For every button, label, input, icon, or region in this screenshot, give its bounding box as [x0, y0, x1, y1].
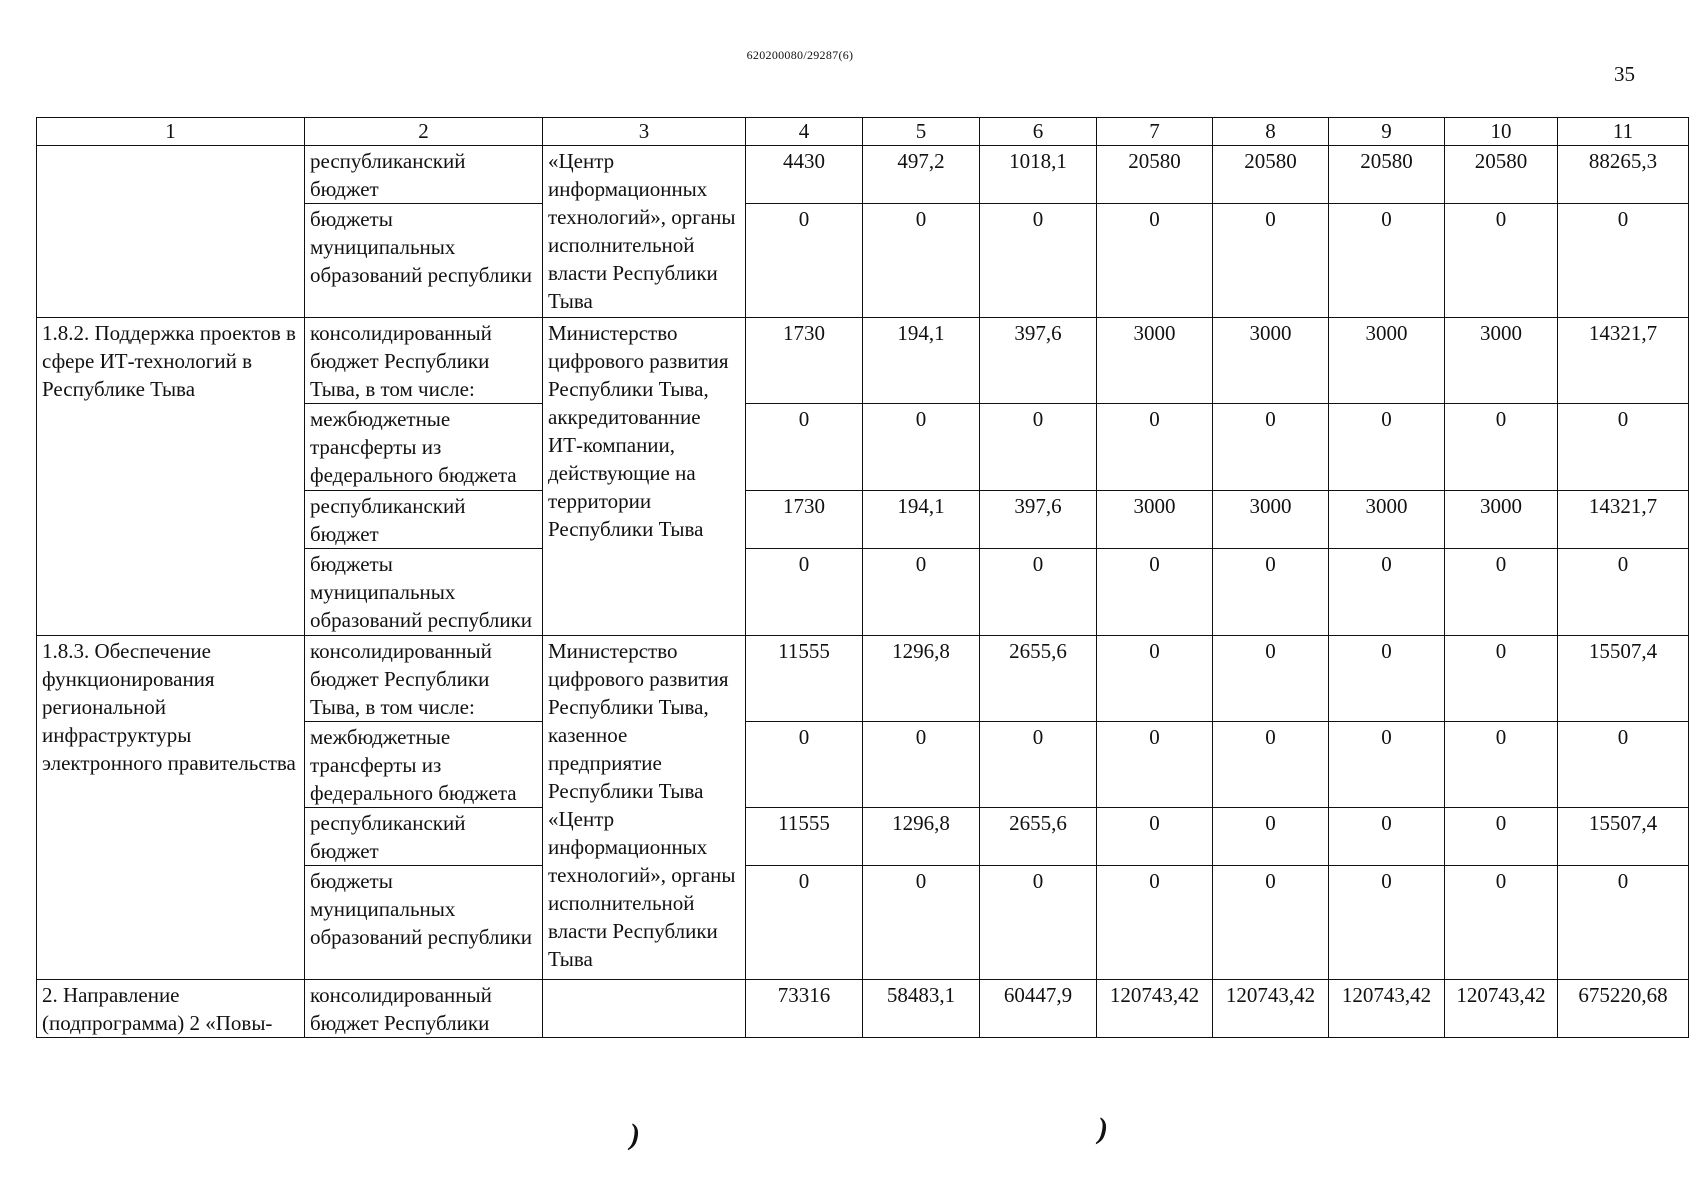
value-cell-col-6: 1018,1 [980, 146, 1097, 204]
value-cell-col-4: 0 [746, 204, 863, 318]
funding-source: межбюджетные трансферты из федерального бюджета [305, 404, 543, 491]
value-cell-col-9: 120743,42 [1329, 980, 1445, 1038]
column-number-11: 11 [1558, 118, 1689, 146]
value-cell-col-10: 0 [1445, 636, 1558, 722]
value-cell-col-7: 0 [1097, 808, 1213, 866]
column-number-9: 9 [1329, 118, 1445, 146]
value-cell-col-8: 20580 [1213, 146, 1329, 204]
value-cell-col-6: 0 [980, 866, 1097, 980]
funding-source: республиканский бюджет [305, 808, 543, 866]
value-cell-col-4: 11555 [746, 808, 863, 866]
table-row [37, 980, 1689, 1038]
value-cell-col-10: 0 [1445, 866, 1558, 980]
value-cell-col-10: 20580 [1445, 146, 1558, 204]
measure-title: 1.8.2. Поддержка проектов в сфере ИТ-технологий в Республике Тыва [37, 318, 305, 636]
value-cell-col-9: 20580 [1329, 146, 1445, 204]
value-cell-col-7: 0 [1097, 722, 1213, 808]
value-cell-col-9: 0 [1329, 636, 1445, 722]
column-number-3: 3 [543, 118, 746, 146]
value-cell-col-9: 3000 [1329, 491, 1445, 549]
value-cell-col-6: 60447,9 [980, 980, 1097, 1038]
value-cell-col-4: 73316 [746, 980, 863, 1038]
responsible-executor: «Центр информационных технологий», органы исполнительной власти Республики Тыва [543, 146, 746, 318]
value-cell-col-7: 0 [1097, 549, 1213, 636]
value-cell-col-11: 15507,4 [1558, 636, 1689, 722]
responsible-executor [543, 980, 746, 1038]
funding-source: консолидированный бюджет Республики Тыва, в том числе: [305, 636, 543, 722]
value-cell-col-10: 0 [1445, 404, 1558, 491]
value-cell-col-8: 0 [1213, 204, 1329, 318]
funding-source: консолидированный бюджет Республики [305, 980, 543, 1038]
value-cell-col-6: 2655,6 [980, 636, 1097, 722]
value-cell-col-7: 20580 [1097, 146, 1213, 204]
column-number-8: 8 [1213, 118, 1329, 146]
value-cell-col-9: 0 [1329, 204, 1445, 318]
value-cell-col-11: 0 [1558, 204, 1689, 318]
value-cell-col-6: 0 [980, 722, 1097, 808]
value-cell-col-8: 0 [1213, 808, 1329, 866]
column-number-1: 1 [37, 118, 305, 146]
value-cell-col-4: 0 [746, 404, 863, 491]
value-cell-col-4: 0 [746, 866, 863, 980]
measure-title [37, 146, 305, 318]
value-cell-col-8: 120743,42 [1213, 980, 1329, 1038]
value-cell-col-5: 1296,8 [863, 636, 980, 722]
value-cell-col-9: 0 [1329, 808, 1445, 866]
value-cell-col-8: 0 [1213, 866, 1329, 980]
value-cell-col-5: 194,1 [863, 318, 980, 404]
value-cell-col-5: 1296,8 [863, 808, 980, 866]
value-cell-col-7: 0 [1097, 866, 1213, 980]
value-cell-col-11: 0 [1558, 404, 1689, 491]
value-cell-col-11: 15507,4 [1558, 808, 1689, 866]
value-cell-col-5: 0 [863, 549, 980, 636]
value-cell-col-10: 3000 [1445, 318, 1558, 404]
measure-title: 1.8.3. Обеспечение функционирования региональной инфраструктуры электронного правительства [37, 636, 305, 980]
value-cell-col-6: 0 [980, 204, 1097, 318]
table-row [37, 636, 1689, 722]
column-number-10: 10 [1445, 118, 1558, 146]
funding-source: бюджеты муниципальных образований республики [305, 549, 543, 636]
budget-table [36, 117, 1689, 1038]
table-row [37, 318, 1689, 404]
value-cell-col-10: 0 [1445, 549, 1558, 636]
value-cell-col-5: 0 [863, 204, 980, 318]
value-cell-col-5: 0 [863, 722, 980, 808]
value-cell-col-8: 0 [1213, 549, 1329, 636]
value-cell-col-5: 497,2 [863, 146, 980, 204]
value-cell-col-6: 0 [980, 549, 1097, 636]
value-cell-col-7: 120743,42 [1097, 980, 1213, 1038]
table-row [37, 146, 1689, 204]
value-cell-col-5: 0 [863, 866, 980, 980]
value-cell-col-8: 0 [1213, 404, 1329, 491]
funding-source: республиканский бюджет [305, 146, 543, 204]
scan-mark-right: ) [1098, 1112, 1108, 1145]
value-cell-col-7: 0 [1097, 204, 1213, 318]
funding-source: межбюджетные трансферты из федерального бюджета [305, 722, 543, 808]
value-cell-col-6: 397,6 [980, 491, 1097, 549]
column-number-2: 2 [305, 118, 543, 146]
value-cell-col-4: 0 [746, 722, 863, 808]
value-cell-col-7: 3000 [1097, 318, 1213, 404]
value-cell-col-4: 4430 [746, 146, 863, 204]
value-cell-col-7: 3000 [1097, 491, 1213, 549]
column-number-7: 7 [1097, 118, 1213, 146]
value-cell-col-6: 2655,6 [980, 808, 1097, 866]
value-cell-col-11: 0 [1558, 549, 1689, 636]
value-cell-col-7: 0 [1097, 404, 1213, 491]
value-cell-col-6: 397,6 [980, 318, 1097, 404]
page-number: 35 [1614, 62, 1635, 86]
funding-source: бюджеты муниципальных образований республики [305, 204, 543, 318]
document-id: 620200080/29287(6) [746, 48, 854, 62]
value-cell-col-10: 0 [1445, 204, 1558, 318]
column-number-5: 5 [863, 118, 980, 146]
value-cell-col-10: 0 [1445, 808, 1558, 866]
value-cell-col-7: 0 [1097, 636, 1213, 722]
column-number-6: 6 [980, 118, 1097, 146]
funding-source: консолидированный бюджет Республики Тыва, в том числе: [305, 318, 543, 404]
value-cell-col-11: 0 [1558, 866, 1689, 980]
funding-source: республиканский бюджет [305, 491, 543, 549]
value-cell-col-4: 1730 [746, 491, 863, 549]
value-cell-col-10: 3000 [1445, 491, 1558, 549]
value-cell-col-8: 0 [1213, 722, 1329, 808]
value-cell-col-11: 14321,7 [1558, 318, 1689, 404]
value-cell-col-10: 120743,42 [1445, 980, 1558, 1038]
value-cell-col-11: 675220,68 [1558, 980, 1689, 1038]
value-cell-col-9: 0 [1329, 549, 1445, 636]
responsible-executor: Министерство цифрового развития Республики Тыва, аккредитованние ИТ-компании, действующие на территории Республики Тыва [543, 318, 746, 636]
value-cell-col-5: 58483,1 [863, 980, 980, 1038]
value-cell-col-9: 0 [1329, 404, 1445, 491]
value-cell-col-9: 0 [1329, 866, 1445, 980]
value-cell-col-8: 3000 [1213, 491, 1329, 549]
scan-mark-left: ) [630, 1118, 640, 1151]
value-cell-col-11: 0 [1558, 722, 1689, 808]
value-cell-col-9: 3000 [1329, 318, 1445, 404]
value-cell-col-4: 11555 [746, 636, 863, 722]
value-cell-col-11: 88265,3 [1558, 146, 1689, 204]
value-cell-col-4: 1730 [746, 318, 863, 404]
value-cell-col-6: 0 [980, 404, 1097, 491]
value-cell-col-5: 194,1 [863, 491, 980, 549]
column-number-row [37, 118, 1689, 146]
funding-source: бюджеты муниципальных образований республики [305, 866, 543, 980]
responsible-executor: Министерство цифрового развития Республики Тыва, казенное предприятие Республики Тыва «Центр информационных технологий», органы исполнительной власти Республики Тыва [543, 636, 746, 980]
value-cell-col-11: 14321,7 [1558, 491, 1689, 549]
value-cell-col-10: 0 [1445, 722, 1558, 808]
value-cell-col-9: 0 [1329, 722, 1445, 808]
value-cell-col-8: 3000 [1213, 318, 1329, 404]
value-cell-col-8: 0 [1213, 636, 1329, 722]
column-number-4: 4 [746, 118, 863, 146]
value-cell-col-5: 0 [863, 404, 980, 491]
measure-title: 2. Направление (подпрограмма) 2 «Повы- [37, 980, 305, 1038]
value-cell-col-4: 0 [746, 549, 863, 636]
